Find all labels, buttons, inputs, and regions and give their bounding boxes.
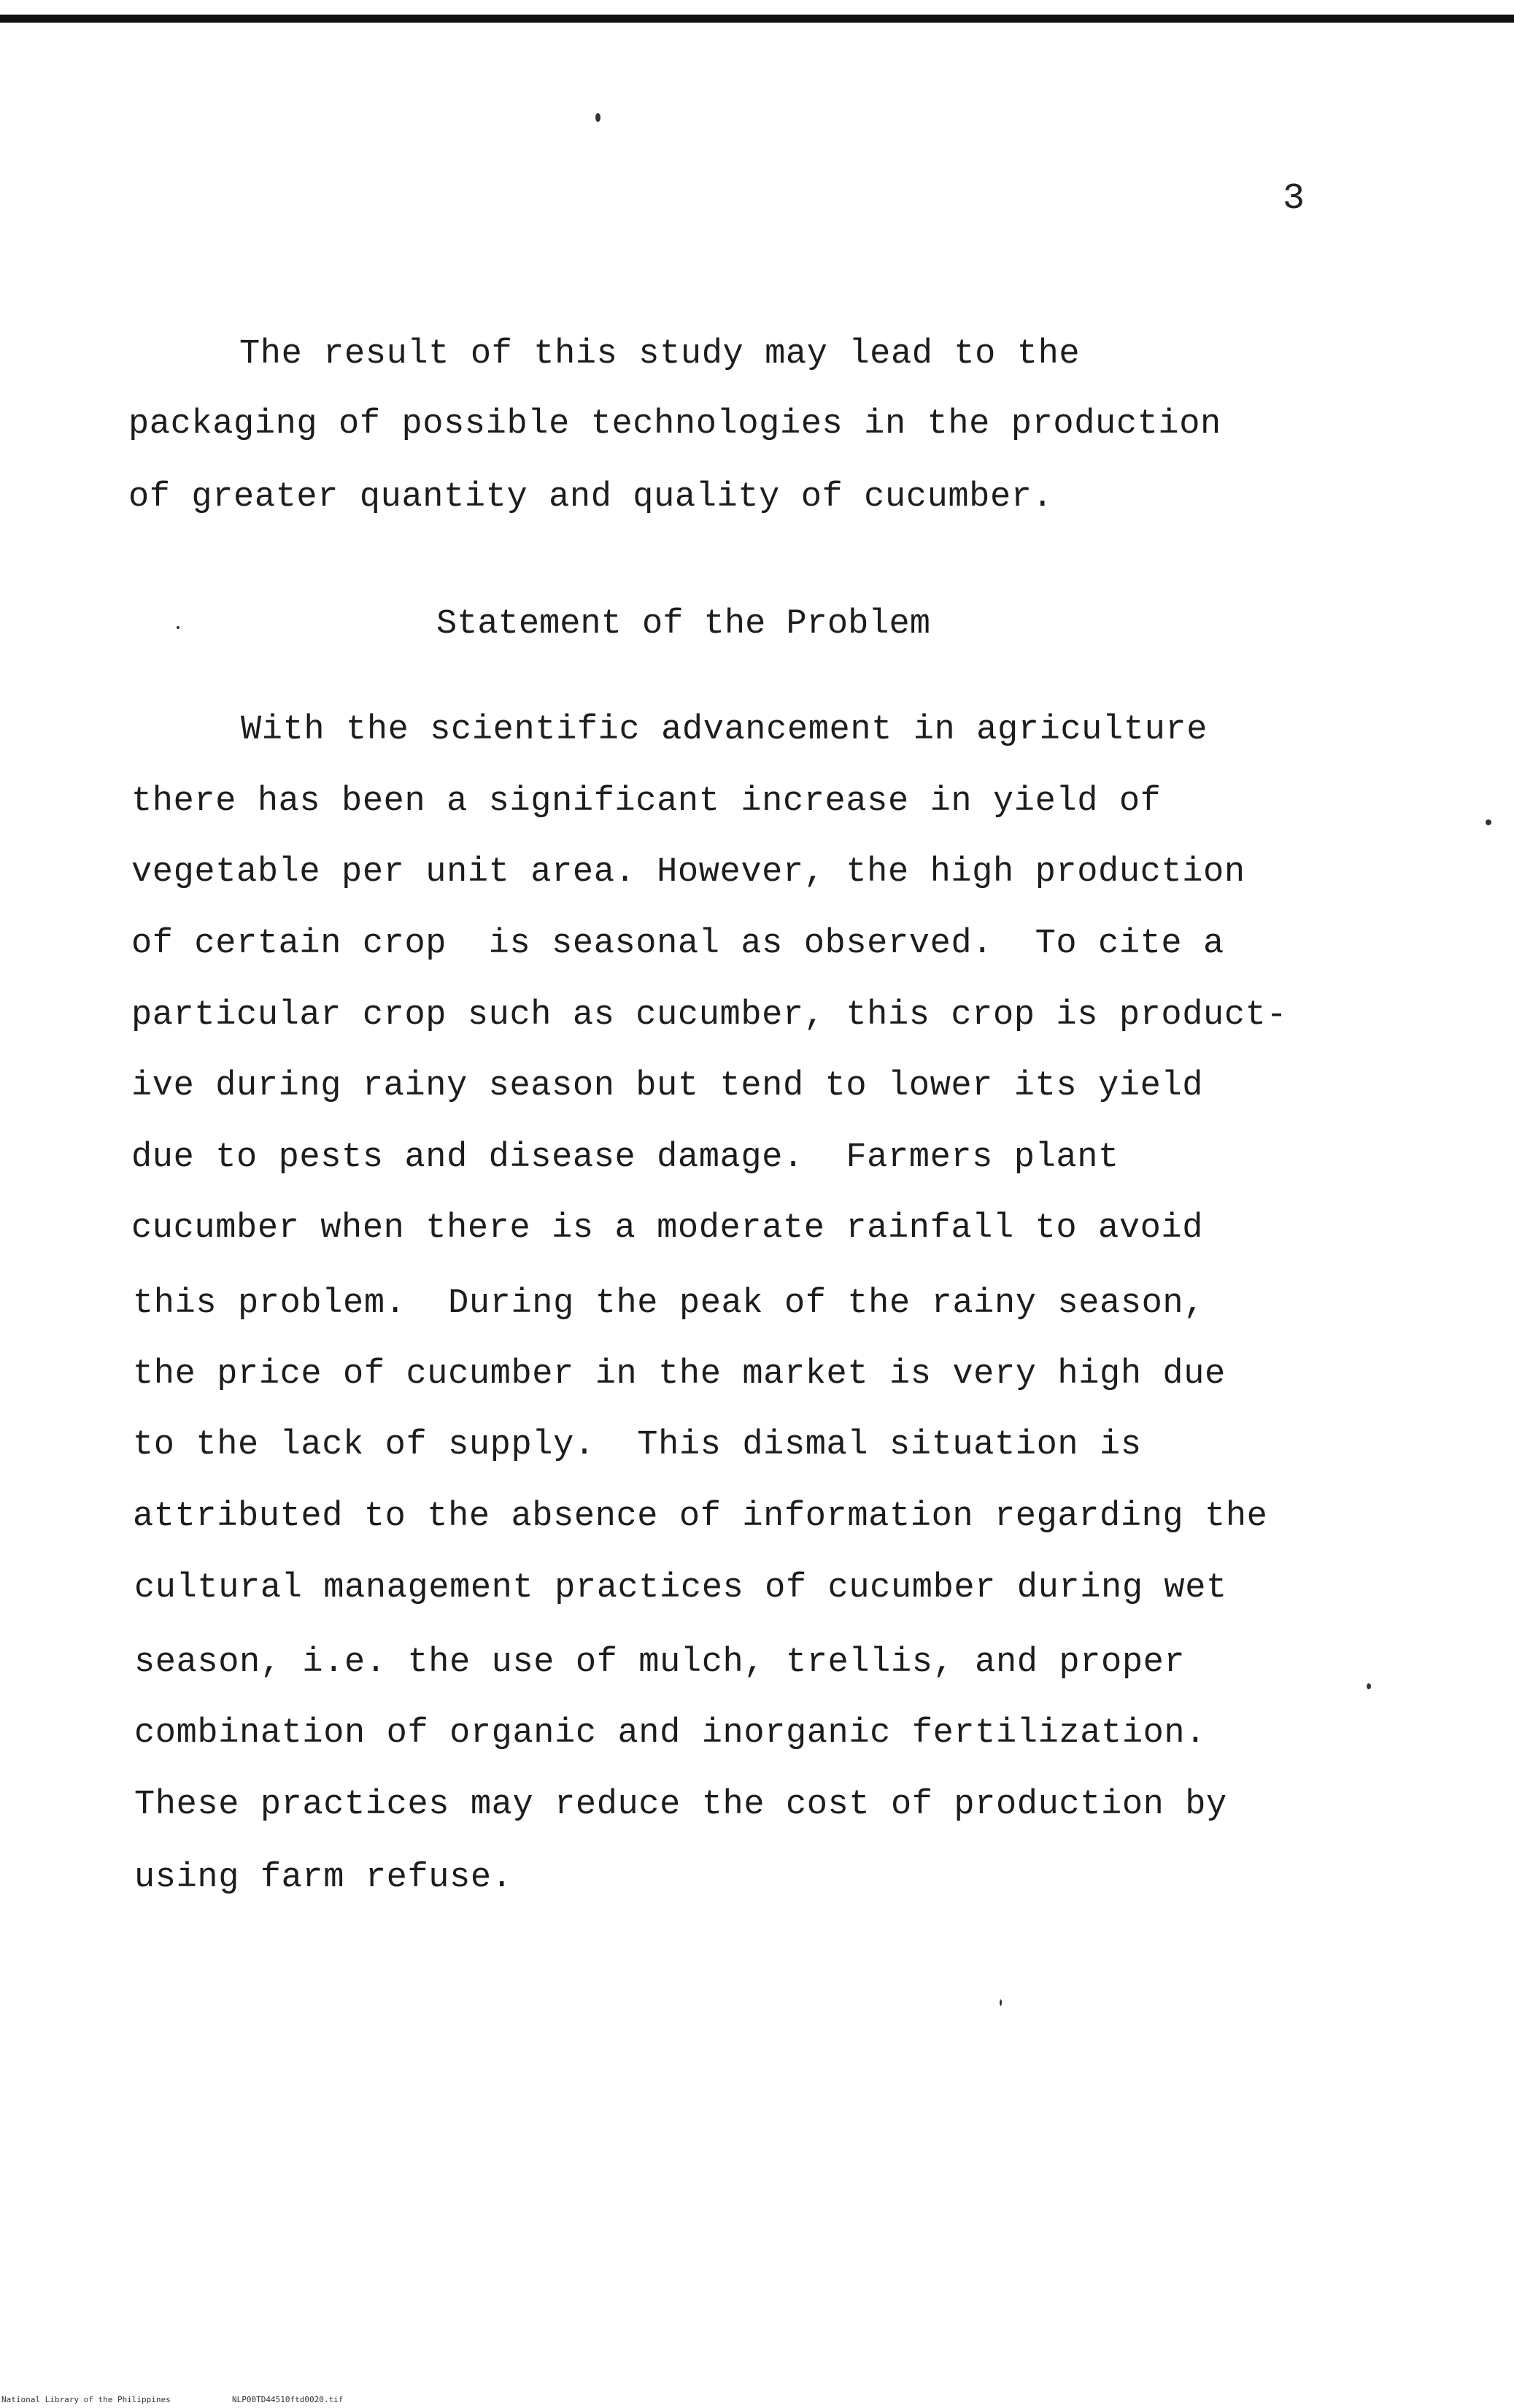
paragraph-2-line: due to pests and disease damage. Farmers plant	[131, 1138, 1119, 1177]
paragraph-1-line: packaging of possible technologies in the production	[128, 405, 1221, 444]
paragraph-2-line: ive during rainy season but tend to lower its yield	[131, 1067, 1204, 1105]
paragraph-2-line: season, i.e. the use of mulch, trellis, and proper	[134, 1643, 1186, 1682]
paragraph-2-line: of certain crop is seasonal as observed. To cite a	[131, 925, 1224, 963]
scan-speck	[177, 626, 179, 629]
paragraph-2-line: cucumber when there is a moderate rainfall to avoid	[131, 1209, 1204, 1248]
paragraph-1-line: The result of this study may lead to the	[239, 335, 1081, 374]
footer-file-name: NLP00TD44510ftd0020.tif	[232, 2395, 344, 2404]
paragraph-2-line: With the scientific advancement in agriculture	[241, 711, 1208, 749]
paragraph-2-line: These practices may reduce the cost of production by	[134, 1786, 1227, 1824]
paragraph-2-line: to the lack of supply. This dismal situation is	[133, 1426, 1142, 1465]
paragraph-2-line: particular crop such as cucumber, this crop is product-	[131, 996, 1288, 1035]
footer-library-name: National Library of the Philippines	[1, 2395, 171, 2404]
paragraph-2-line: attributed to the absence of information regarding the	[133, 1497, 1268, 1536]
scan-speck	[1367, 1683, 1371, 1689]
section-heading: Statement of the Problem	[436, 605, 930, 644]
scan-speck	[595, 113, 600, 122]
paragraph-2-line: there has been a significant increase in yield of	[131, 782, 1162, 821]
paragraph-2-line: cultural management practices of cucumber during wet	[134, 1569, 1227, 1608]
paragraph-2-line: combination of organic and inorganic fertilization.	[134, 1714, 1207, 1753]
scan-speck	[1486, 819, 1491, 825]
paragraph-2-line: vegetable per unit area. However, the high production	[131, 853, 1245, 892]
paragraph-1-line: of greater quantity and quality of cucumber.	[128, 478, 1054, 517]
paragraph-2-line: the price of cucumber in the market is very high due	[133, 1355, 1226, 1394]
paragraph-2-line: using farm refuse.	[134, 1859, 513, 1897]
paragraph-2-line: this problem. During the peak of the rainy season,	[133, 1284, 1205, 1323]
top-border-rule	[0, 15, 1514, 23]
scan-speck	[1000, 1999, 1002, 2006]
page-number: 3	[1283, 178, 1305, 220]
